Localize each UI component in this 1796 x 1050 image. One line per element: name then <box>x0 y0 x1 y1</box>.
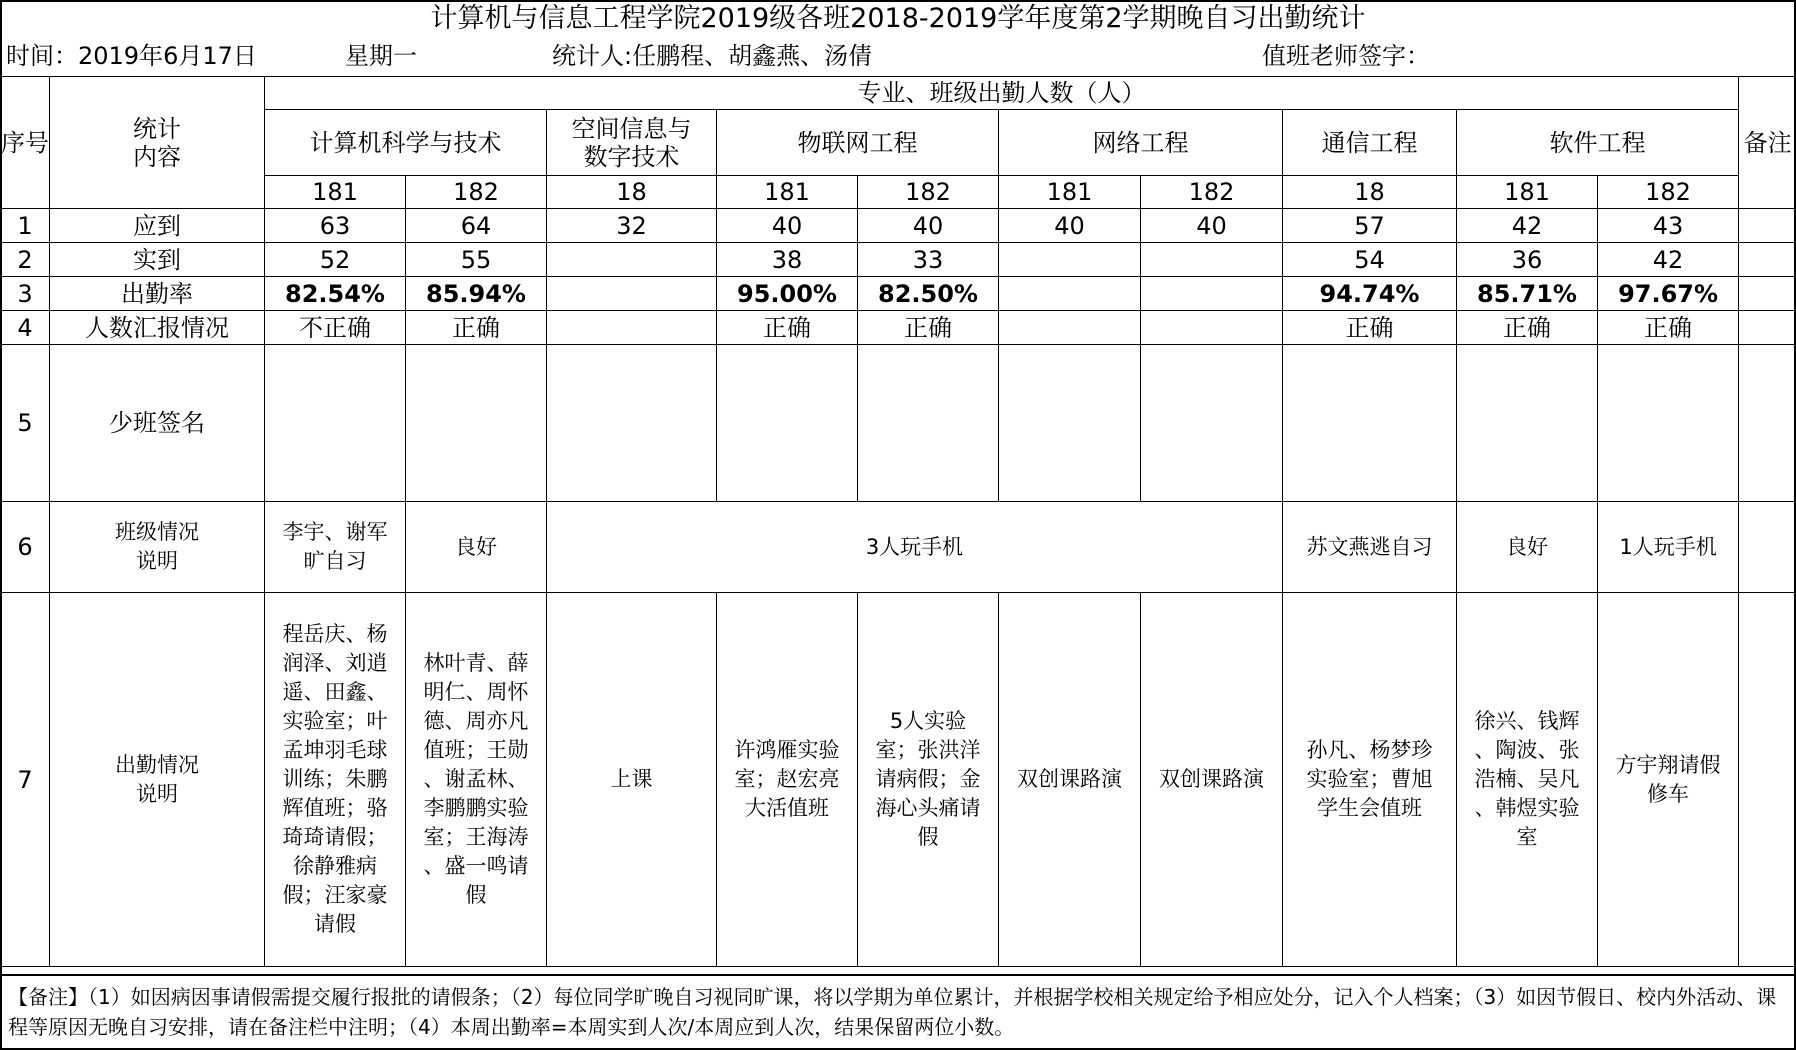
table-cell <box>1141 243 1283 277</box>
row-label: 出勤率 <box>50 277 265 311</box>
remark-cell <box>1739 502 1796 593</box>
signature-cell <box>1598 345 1739 502</box>
table-cell: 97.67% <box>1598 277 1739 311</box>
remark-cell <box>1739 345 1796 502</box>
table-cell <box>999 311 1141 345</box>
table-cell: 82.54% <box>265 277 406 311</box>
row-number: 4 <box>1 311 50 345</box>
table-cell: 方宇翔请假 修车 <box>1598 593 1739 967</box>
table-cell <box>1141 277 1283 311</box>
class-header: 182 <box>1598 176 1739 209</box>
meta-time: 时间：2019年6月17日 <box>6 42 257 70</box>
table-cell: 正确 <box>1457 311 1598 345</box>
major-network: 网络工程 <box>999 110 1283 176</box>
table-cell <box>999 243 1141 277</box>
table-cell: 57 <box>1283 209 1457 243</box>
row-label: 少班签名 <box>50 345 265 502</box>
row-number: 2 <box>1 243 50 277</box>
remark-cell <box>1739 243 1796 277</box>
meta-teacher-sign: 值班老师签字： <box>1262 42 1430 70</box>
table-cell: 3人玩手机 <box>547 502 1283 593</box>
table-cell: 正确 <box>1283 311 1457 345</box>
class-header: 18 <box>547 176 717 209</box>
table-cell: 36 <box>1457 243 1598 277</box>
major-iot: 物联网工程 <box>717 110 999 176</box>
table-cell <box>1141 311 1283 345</box>
table-cell: 42 <box>1598 243 1739 277</box>
table-cell <box>999 277 1141 311</box>
table-cell: 双创课路演 <box>1141 593 1283 967</box>
class-header: 181 <box>999 176 1141 209</box>
major-cs: 计算机科学与技术 <box>265 110 547 176</box>
class-header: 181 <box>717 176 858 209</box>
table-cell: 42 <box>1457 209 1598 243</box>
remark-cell <box>1739 277 1796 311</box>
meta-weekday: 星期一 <box>345 42 417 70</box>
table-cell: 54 <box>1283 243 1457 277</box>
row-number: 6 <box>1 502 50 593</box>
table-row <box>1 345 1796 502</box>
table-cell: 良好 <box>1457 502 1598 593</box>
table-cell: 63 <box>265 209 406 243</box>
table-cell: 徐兴、钱辉 、陶波、张 浩楠、吴凡 、韩煜实验 室 <box>1457 593 1598 967</box>
table-cell: 双创课路演 <box>999 593 1141 967</box>
table-cell: 94.74% <box>1283 277 1457 311</box>
table-cell: 43 <box>1598 209 1739 243</box>
class-row <box>1 176 1796 209</box>
table-cell: 40 <box>858 209 999 243</box>
table-cell: 程岳庆、杨 润泽、刘逍 遥、田鑫、 实验室；叶 孟坤羽毛球 训练；朱鹏 辉值班；骆 琦琦请假； 徐静雅病 假；汪家豪 请假 <box>265 593 406 967</box>
table-row <box>1 209 1796 243</box>
signature-cell <box>1283 345 1457 502</box>
table-cell: 1人玩手机 <box>1598 502 1739 593</box>
remark-cell <box>1739 209 1796 243</box>
row-label: 应到 <box>50 209 265 243</box>
major-telecom: 通信工程 <box>1283 110 1457 176</box>
table-cell: 苏文燕逃自习 <box>1283 502 1457 593</box>
table-cell: 良好 <box>406 502 547 593</box>
footnote: 【备注】（1）如因病因事请假需提交履行报批的请假条；（2）每位同学旷晚自习视同旷课，将以学期为单位累计，并根据学校相关规定给予相应处分，记入个人档案；（3）如因节假日、校内外活动、课程等原因无晚自习安排，请在备注栏中注明；（4）本周出勤率=本周实到人次/本周应到人次，结果保留两位小数。 <box>0 974 1796 1048</box>
row-label: 出勤情况 说明 <box>50 593 265 967</box>
meta-row <box>0 40 1796 72</box>
row-label: 班级情况 说明 <box>50 502 265 593</box>
signature-cell <box>1457 345 1598 502</box>
attendance-table <box>0 76 1796 967</box>
table-row <box>1 311 1796 345</box>
row-number: 5 <box>1 345 50 502</box>
table-cell: 5人实验 室；张洪洋 请病假；金 海心头痛请 假 <box>858 593 999 967</box>
table-cell: 正确 <box>717 311 858 345</box>
class-header: 182 <box>1141 176 1283 209</box>
signature-cell <box>406 345 547 502</box>
table-cell: 40 <box>999 209 1141 243</box>
table-cell: 32 <box>547 209 717 243</box>
row-label: 实到 <box>50 243 265 277</box>
signature-cell <box>858 345 999 502</box>
class-header: 182 <box>406 176 547 209</box>
table-cell: 上课 <box>547 593 717 967</box>
sheet-title: 计算机与信息工程学院2019级各班2018-2019学年度第2学期晚自习出勤统计 <box>430 3 1366 34</box>
header-group: 专业、班级出勤人数（人） <box>265 77 1739 110</box>
class-header: 182 <box>858 176 999 209</box>
remark-cell <box>1739 311 1796 345</box>
table-cell: 正确 <box>858 311 999 345</box>
row-number: 1 <box>1 209 50 243</box>
table-cell: 64 <box>406 209 547 243</box>
table-row <box>1 502 1796 593</box>
signature-cell <box>717 345 858 502</box>
class-header: 181 <box>265 176 406 209</box>
table-cell: 孙凡、杨梦珍 实验室；曹旭 学生会值班 <box>1283 593 1457 967</box>
table-row <box>1 593 1796 967</box>
table-row <box>1 277 1796 311</box>
signature-cell <box>547 345 717 502</box>
table-cell: 林叶青、薛 明仁、周怀 德、周亦凡 值班；王勋 、谢孟林、 李鹏鹏实验 室；王海涛 、盛一鸣请 假 <box>406 593 547 967</box>
table-cell: 85.94% <box>406 277 547 311</box>
table-cell: 85.71% <box>1457 277 1598 311</box>
major-spatial: 空间信息与 数字技术 <box>547 110 717 176</box>
row-label: 人数汇报情况 <box>50 311 265 345</box>
signature-cell <box>1141 345 1283 502</box>
table-cell: 40 <box>717 209 858 243</box>
meta-stats-people: 统计人:任鹏程、胡鑫燕、汤倩 <box>552 42 873 70</box>
remark-cell <box>1739 593 1796 967</box>
table-cell: 正确 <box>406 311 547 345</box>
table-cell: 38 <box>717 243 858 277</box>
table-cell <box>547 243 717 277</box>
class-header: 181 <box>1457 176 1598 209</box>
table-cell: 52 <box>265 243 406 277</box>
table-cell: 95.00% <box>717 277 858 311</box>
table-cell: 许鸿雁实验 室；赵宏亮 大活值班 <box>717 593 858 967</box>
header-content: 统计 内容 <box>50 77 265 209</box>
table-cell: 李宇、谢军 旷自习 <box>265 502 406 593</box>
signature-cell <box>265 345 406 502</box>
table-cell: 33 <box>858 243 999 277</box>
table-cell: 82.50% <box>858 277 999 311</box>
table-row <box>1 243 1796 277</box>
table-cell: 40 <box>1141 209 1283 243</box>
row-number: 3 <box>1 277 50 311</box>
major-software: 软件工程 <box>1457 110 1739 176</box>
header-seq: 序号 <box>1 77 50 209</box>
table-cell <box>547 277 717 311</box>
table-cell: 不正确 <box>265 311 406 345</box>
header-remark: 备注 <box>1739 77 1796 209</box>
table-cell <box>547 311 717 345</box>
signature-cell <box>999 345 1141 502</box>
class-header: 18 <box>1283 176 1457 209</box>
table-cell: 正确 <box>1598 311 1739 345</box>
row-number: 7 <box>1 593 50 967</box>
table-cell: 55 <box>406 243 547 277</box>
